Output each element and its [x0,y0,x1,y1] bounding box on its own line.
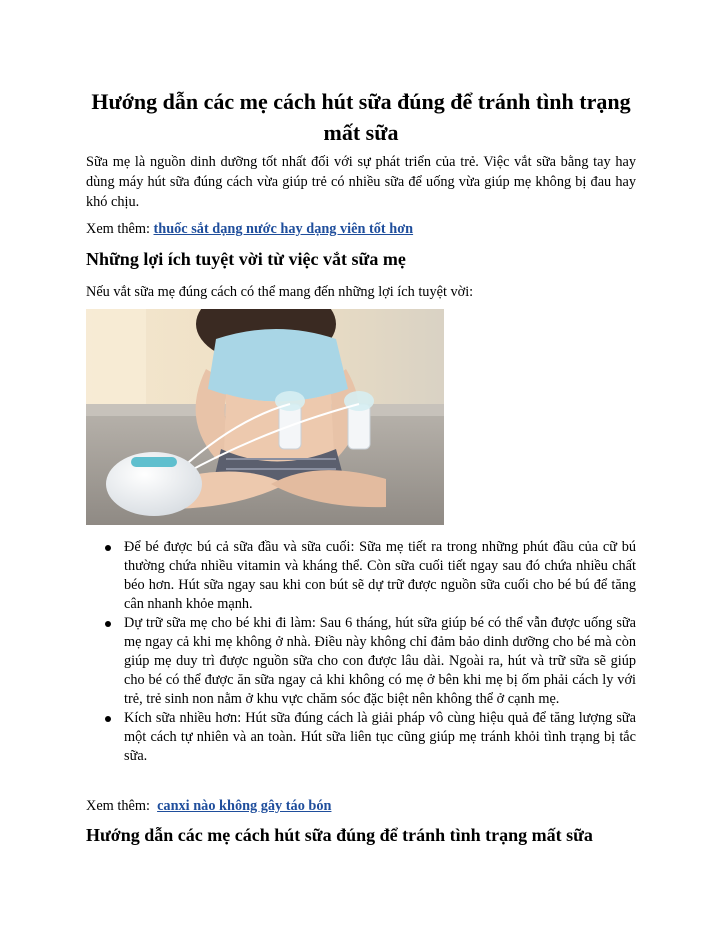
intro-paragraph: Sữa mẹ là nguồn dinh dưỡng tốt nhất đối với sự phát triển của trẻ. Việc vắt sữa bằng tay hay dùng máy hút sữa đúng cách vừa giúp trẻ có nhiều sữa để uống vừa giúp mẹ không bị đau hay khó chịu. [86,154,636,210]
see-more-label: Xem thêm: [86,798,158,814]
breast-pump-photo [86,309,444,525]
link-calcium[interactable]: canxi nào không gây táo bón [157,798,332,814]
list-item-text: Để bé được bú cả sữa đầu và sữa cuối: Sữa mẹ tiết ra trong những phút đầu của cữ bú thường chứa nhiều vitamin và kháng thể. Còn sữa cuối tiết ngay sau đó chứa nhiều chất béo hơn. Hút sữa ngay sau khi con bút sẽ dự trữ được nguồn sữa cuối cho bé bú để tăng cân nhanh khỏe mạnh. [124,539,636,612]
list-item [86,538,636,614]
bullet-icon [105,621,111,627]
list-item [86,614,636,709]
see-more-line-1 [86,219,636,239]
list-item [86,709,636,766]
list-item-text: Kích sữa nhiều hơn: Hút sữa đúng cách là giải pháp vô cùng hiệu quả để tăng lượng sữa một cách tự nhiên và an toàn. Hút sữa liên tục cũng giúp mẹ tránh khỏi tình trạng bị tắc sữa. [124,710,636,764]
bullet-icon [105,545,111,551]
document-title: Hướng dẫn các mẹ cách hút sữa đúng để tránh tình trạng mất sữa [91,89,631,145]
benefits-lead: Nếu vắt sữa mẹ đúng cách có thể mang đến những lợi ích tuyệt vời: [86,284,474,300]
bullet-icon [105,716,111,722]
benefits-list [86,538,636,766]
see-more-line-2 [86,796,636,816]
link-iron-supplement[interactable]: thuốc sắt dạng nước hay dạng viên tốt hơn [153,221,414,237]
list-item-text: Dự trữ sữa mẹ cho bé khi đi làm: Sau 6 tháng, hút sữa giúp bé có thể vẫn được uống sữa mẹ ngay cả khi mẹ không ở nhà. Điều này không chỉ đảm bảo dinh dưỡng cho bé mà còn giúp mẹ duy trì được nguồn sữa cho con được lâu dài. Ngoài ra, hút và trữ sữa sẽ giúp cho bé có thể được ăn sữa ngay cả khi không có mẹ ở bên khi mẹ bị ốm phải cách ly với trẻ, trẻ sinh non nằm ở khu vực chăm sóc đặc biệt nên không thể ở cạnh mẹ. [124,615,636,707]
heading-guide: Hướng dẫn các mẹ cách hút sữa đúng để tránh tình trạng mất sữa [86,825,593,845]
see-more-label: Xem thêm: [86,221,154,237]
heading-benefits: Những lợi ích tuyệt vời từ việc vắt sữa mẹ [86,249,406,269]
